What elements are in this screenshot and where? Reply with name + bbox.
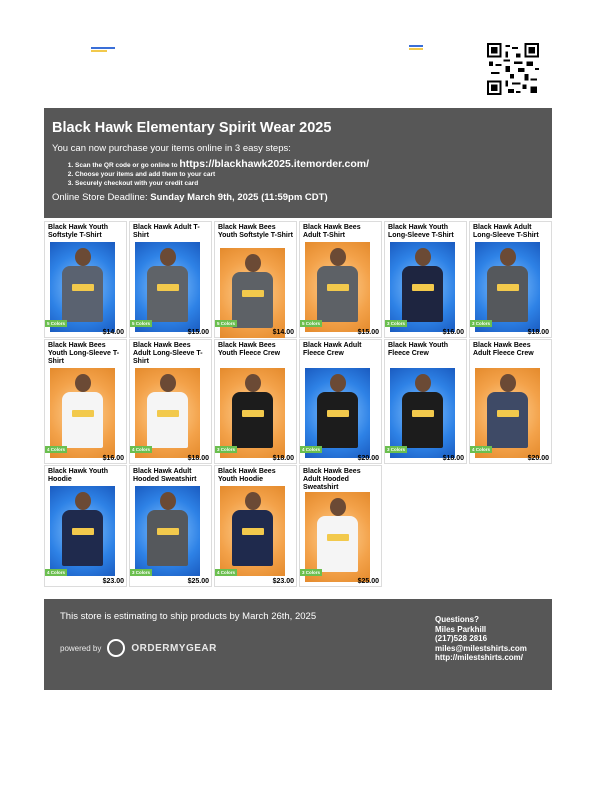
contact-name: Miles Parkhill xyxy=(435,624,487,634)
footer-panel xyxy=(44,599,552,690)
product-card[interactable] xyxy=(214,465,297,587)
product-name[interactable]: Black Hawk Bees Adult Fleece Crew xyxy=(473,342,534,357)
garment-print xyxy=(157,284,179,291)
product-image[interactable] xyxy=(220,368,285,458)
product-card[interactable] xyxy=(129,339,212,464)
model-head xyxy=(415,248,431,266)
garment xyxy=(402,392,443,448)
product-image[interactable] xyxy=(50,368,115,458)
contact-phone: (217)528 2816 xyxy=(435,634,488,643)
product-card[interactable] xyxy=(299,221,382,338)
powered-by xyxy=(60,639,217,657)
product-card[interactable] xyxy=(469,339,552,464)
product-card[interactable] xyxy=(384,221,467,338)
garment-print xyxy=(72,528,94,535)
product-price: $18.00 xyxy=(442,455,464,462)
product-price: $14.00 xyxy=(272,329,294,336)
qr-code-icon[interactable] xyxy=(487,43,539,95)
product-price: $14.00 xyxy=(102,329,124,336)
product-price: $20.00 xyxy=(527,455,549,462)
bees-logo-right xyxy=(409,45,423,52)
product-price: $25.00 xyxy=(187,578,209,585)
product-price: $15.00 xyxy=(357,329,379,336)
garment xyxy=(317,392,358,448)
product-card[interactable] xyxy=(214,339,297,464)
product-price: $18.00 xyxy=(187,455,209,462)
garment-print xyxy=(242,290,264,297)
model-head xyxy=(500,374,516,392)
product-name[interactable]: Black Hawk Youth Softstyle T-Shirt xyxy=(48,224,109,239)
product-card[interactable] xyxy=(299,339,382,464)
garment-print xyxy=(327,284,349,291)
intro-text: You can now purchase your items online in 3 easy steps: xyxy=(52,143,291,154)
garment xyxy=(317,266,358,322)
product-card[interactable] xyxy=(384,339,467,464)
garment-print xyxy=(72,410,94,417)
product-image[interactable] xyxy=(475,368,540,458)
color-count-badge: 5 Colors xyxy=(217,321,236,326)
model-head xyxy=(330,498,346,516)
color-count-badge: 3 Colors xyxy=(302,570,321,575)
model-head xyxy=(160,248,176,266)
garment-print xyxy=(157,528,179,535)
store-info-panel xyxy=(44,108,552,218)
garment-print xyxy=(157,410,179,417)
step-1-text: Scan the QR code or go online to xyxy=(75,162,180,169)
garment xyxy=(147,392,188,448)
product-image[interactable] xyxy=(390,242,455,332)
product-price: $16.00 xyxy=(442,329,464,336)
contact-email[interactable]: miles@milestshirts.com xyxy=(435,643,527,653)
garment xyxy=(232,510,273,566)
garment-print xyxy=(412,410,434,417)
product-image[interactable] xyxy=(475,242,540,332)
ship-estimate: This store is estimating to ship products by March 26th, 2025 xyxy=(60,611,317,622)
product-price: $25.00 xyxy=(357,578,379,585)
color-count-badge: 3 Colors xyxy=(387,447,406,452)
garment xyxy=(147,510,188,566)
product-card[interactable] xyxy=(214,221,297,338)
product-price: $15.00 xyxy=(187,329,209,336)
color-count-badge: 5 Colors xyxy=(132,321,151,326)
product-name[interactable]: Black Hawk Adult Fleece Crew xyxy=(303,342,362,357)
school-logo-left xyxy=(91,47,115,54)
model-head xyxy=(245,254,261,272)
color-count-badge: 3 Colors xyxy=(132,570,151,575)
steps-list xyxy=(52,160,552,188)
step-3: 3. Securely checkout with your credit card xyxy=(75,179,552,188)
product-image[interactable] xyxy=(50,486,115,576)
garment-print xyxy=(497,410,519,417)
product-name[interactable]: Black Hawk Bees Youth Hoodie xyxy=(218,468,276,483)
store-deadline xyxy=(52,192,552,203)
product-card[interactable] xyxy=(129,465,212,587)
step-2: 2. Choose your items and add them to your cart xyxy=(75,170,552,179)
garment-print xyxy=(412,284,434,291)
color-count-badge: 5 Colors xyxy=(302,321,321,326)
product-name[interactable]: Black Hawk Bees Youth Softstyle T-Shirt xyxy=(218,224,293,239)
product-card[interactable] xyxy=(44,465,127,587)
product-image[interactable] xyxy=(135,368,200,458)
model-head xyxy=(160,492,176,510)
product-card[interactable] xyxy=(469,221,552,338)
color-count-badge: 4 Colors xyxy=(47,570,66,575)
color-count-badge: 4 Colors xyxy=(132,447,151,452)
model-head xyxy=(160,374,176,392)
garment xyxy=(147,266,188,322)
product-name[interactable]: Black Hawk Youth Fleece Crew xyxy=(388,342,449,357)
model-head xyxy=(330,374,346,392)
garment-print xyxy=(242,410,264,417)
product-card[interactable] xyxy=(44,339,127,464)
product-name[interactable]: Black Hawk Adult T-Shirt xyxy=(133,224,200,239)
garment xyxy=(62,510,103,566)
product-image[interactable] xyxy=(220,486,285,576)
color-count-badge: 3 Colors xyxy=(217,447,236,452)
model-head xyxy=(245,492,261,510)
garment xyxy=(232,392,273,448)
product-card[interactable] xyxy=(299,465,382,587)
model-head xyxy=(245,374,261,392)
page-title: Black Hawk Elementary Spirit Wear 2025 xyxy=(52,120,332,136)
deadline-value: Sunday March 9th, 2025 (11:59pm CDT) xyxy=(150,192,328,203)
color-count-badge: 4 Colors xyxy=(302,447,321,452)
product-name[interactable]: Black Hawk Bees Youth Fleece Crew xyxy=(218,342,281,357)
product-image[interactable] xyxy=(135,486,200,576)
product-name[interactable]: Black Hawk Bees Adult Long-Sleeve T-Shirt xyxy=(133,342,203,365)
step-1 xyxy=(75,160,552,170)
deadline-label: Online Store Deadline: xyxy=(52,192,151,203)
store-url-link[interactable]: https://blackhawk2025.itemorder.com/ xyxy=(179,158,370,170)
product-price: $20.00 xyxy=(357,455,379,462)
color-count-badge: 3 Colors xyxy=(387,321,406,326)
product-name[interactable]: Black Hawk Adult Hooded Sweatshirt xyxy=(133,468,197,483)
garment-print xyxy=(497,284,519,291)
garment-print xyxy=(242,528,264,535)
model-head xyxy=(75,492,91,510)
color-count-badge: 4 Colors xyxy=(47,447,66,452)
product-price: $23.00 xyxy=(102,578,124,585)
garment xyxy=(62,266,103,322)
product-image[interactable] xyxy=(305,242,370,332)
product-image[interactable] xyxy=(305,368,370,458)
product-name[interactable]: Black Hawk Bees Adult Hooded Sweatshirt xyxy=(303,468,361,491)
contact-info xyxy=(435,615,527,663)
contact-website[interactable]: http://milestshirts.com/ xyxy=(435,653,524,662)
product-name[interactable]: Black Hawk Bees Adult T-Shirt xyxy=(303,224,361,239)
product-price: $18.00 xyxy=(272,455,294,462)
product-price: $23.00 xyxy=(272,578,294,585)
color-count-badge: 4 Colors xyxy=(217,570,236,575)
powered-by-label: powered by xyxy=(60,643,102,653)
ordermygear-logo-icon xyxy=(107,639,125,657)
product-name[interactable]: Black Hawk Youth Long-Sleeve T-Shirt xyxy=(388,224,454,239)
model-head xyxy=(75,374,91,392)
product-image[interactable] xyxy=(50,242,115,332)
garment-print xyxy=(72,284,94,291)
product-card[interactable] xyxy=(44,221,127,338)
garment xyxy=(487,392,528,448)
product-name[interactable]: Black Hawk Bees Youth Long-Sleeve T-Shirt xyxy=(48,342,120,365)
garment xyxy=(487,266,528,322)
product-price: $18.00 xyxy=(527,329,549,336)
garment xyxy=(317,516,358,572)
garment-print xyxy=(327,534,349,541)
color-count-badge: 4 Colors xyxy=(472,447,491,452)
model-head xyxy=(330,248,346,266)
garment xyxy=(62,392,103,448)
product-name[interactable]: Black Hawk Youth Hoodie xyxy=(48,468,109,483)
model-head xyxy=(75,248,91,266)
product-image[interactable] xyxy=(390,368,455,458)
color-count-badge: 5 Colors xyxy=(47,321,66,326)
ordermygear-brand[interactable]: ORDERMYGEAR xyxy=(131,642,217,654)
garment xyxy=(232,272,273,328)
product-price: $16.00 xyxy=(102,455,124,462)
garment-print xyxy=(327,410,349,417)
product-card[interactable] xyxy=(129,221,212,338)
product-image[interactable] xyxy=(135,242,200,332)
model-head xyxy=(415,374,431,392)
model-head xyxy=(500,248,516,266)
color-count-badge: 3 Colors xyxy=(472,321,491,326)
product-name[interactable]: Black Hawk Adult Long-Sleeve T-Shirt xyxy=(473,224,539,239)
garment xyxy=(402,266,443,322)
questions-heading: Questions? xyxy=(435,615,480,624)
